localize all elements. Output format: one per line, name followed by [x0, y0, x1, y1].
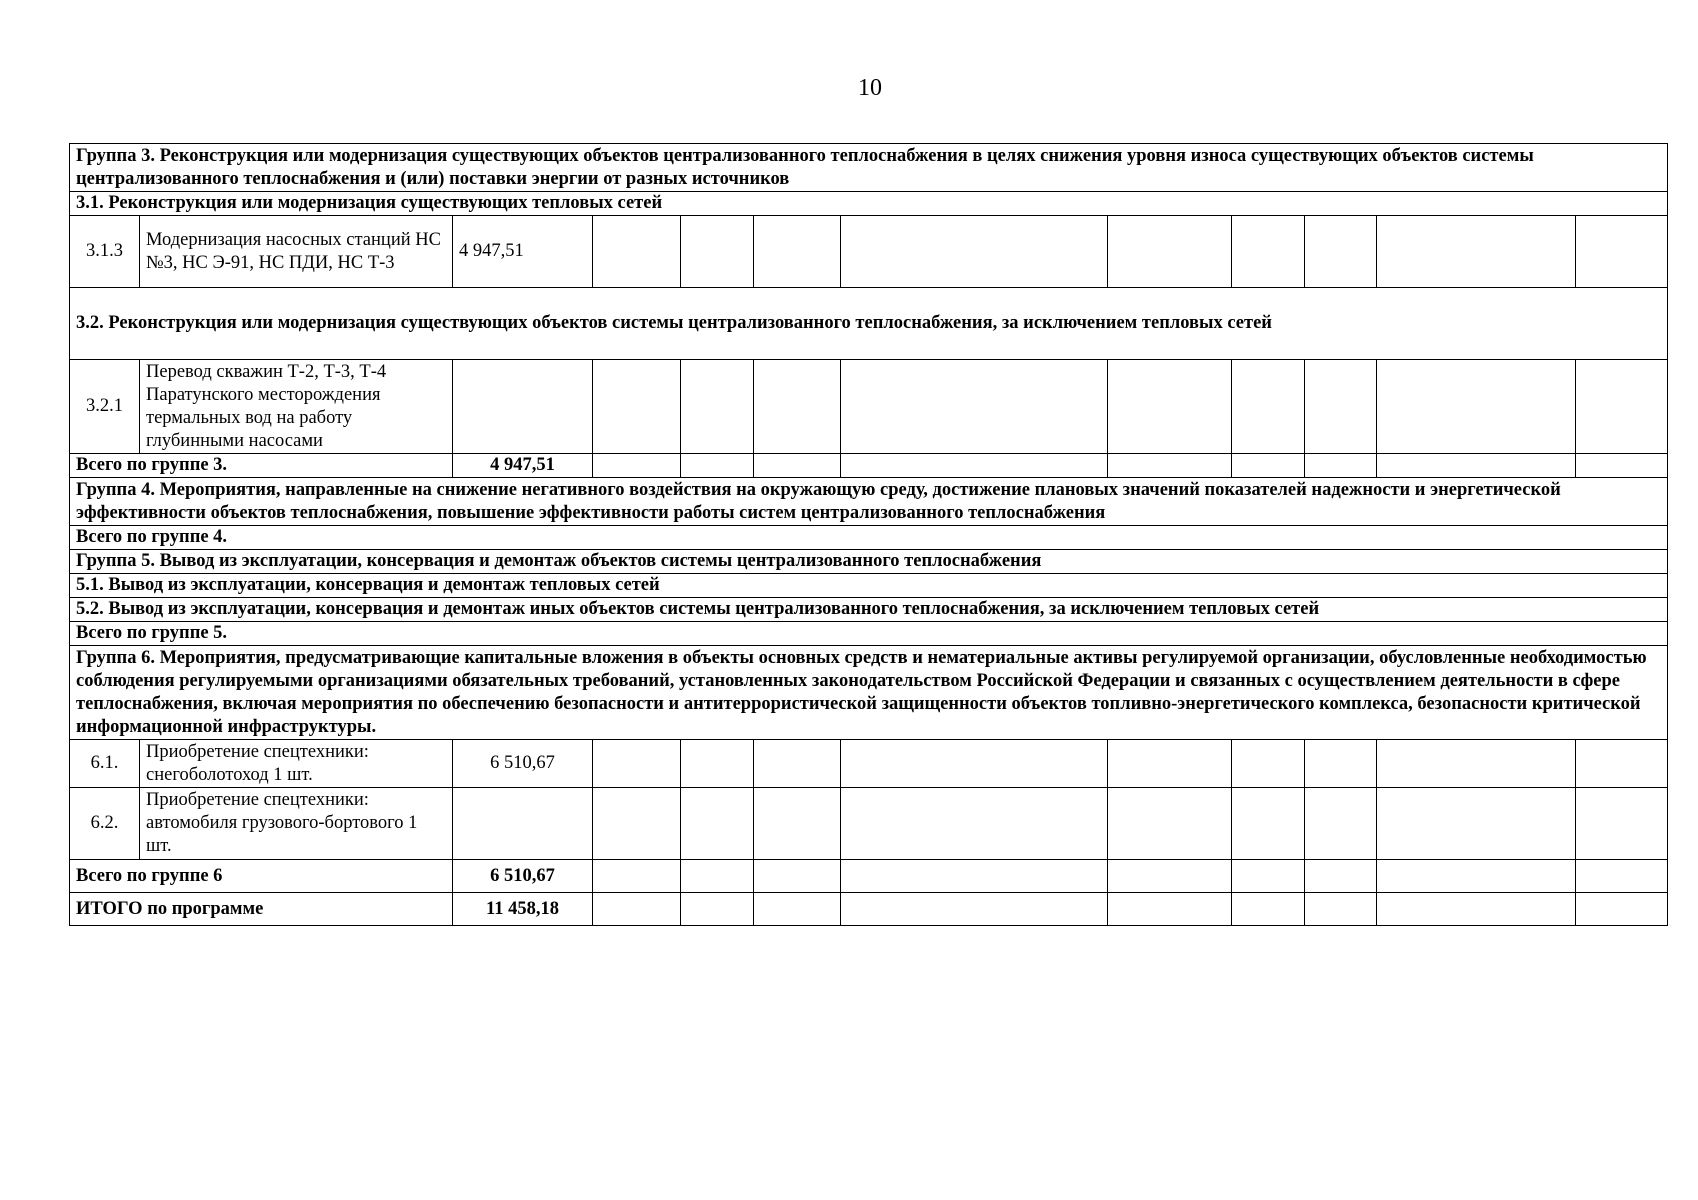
empty-cell	[1377, 860, 1576, 893]
group-3-header-row	[70, 144, 1668, 192]
investment-program-table	[69, 143, 1668, 926]
group-4-total-row	[70, 526, 1668, 550]
section-5-2-header-row	[70, 598, 1668, 622]
empty-cell	[1576, 454, 1668, 478]
empty-cell	[681, 740, 754, 788]
empty-cell	[1232, 740, 1305, 788]
empty-cell	[593, 860, 681, 893]
measure-amount: 4 947,51	[453, 216, 593, 288]
group-6-total-amount: 6 510,67	[453, 860, 593, 893]
section-3-1-title: 3.1. Реконструкция или модернизация существующих тепловых сетей	[70, 192, 1668, 216]
empty-cell	[754, 788, 841, 860]
group-5-total-label: Всего по группе 5.	[70, 622, 1668, 646]
empty-cell	[1108, 454, 1232, 478]
empty-cell	[754, 893, 841, 926]
group-4-header-row	[70, 478, 1668, 526]
group-6-total-label: Всего по группе 6	[70, 860, 453, 893]
empty-cell	[1576, 788, 1668, 860]
group-3-title: Группа 3. Реконструкция или модернизация существующих объектов централизованного теплоснабжения в целях снижения уровня износа существующих объектов системы централизованного теплоснабжения и (или) поставки энергии от разных источников	[70, 144, 1668, 192]
empty-cell	[593, 216, 681, 288]
empty-cell	[1305, 893, 1377, 926]
empty-cell	[1377, 216, 1576, 288]
table-row	[70, 216, 1668, 288]
measure-name: Приобретение спецтехники: автомобиля грузового-бортового 1 шт.	[140, 788, 453, 860]
section-5-1-header-row	[70, 574, 1668, 598]
empty-cell	[681, 893, 754, 926]
group-6-header-row	[70, 646, 1668, 740]
empty-cell	[841, 860, 1108, 893]
empty-cell	[1232, 788, 1305, 860]
empty-cell	[593, 454, 681, 478]
empty-cell	[1232, 360, 1305, 454]
grand-total-label: ИТОГО по программе	[70, 893, 453, 926]
empty-cell	[1305, 454, 1377, 478]
group-4-title: Группа 4. Мероприятия, направленные на снижение негативного воздействия на окружающую среду, достижение плановых значений показателей надежности и энергетической эффективности объектов теплоснабжения, повышение эффективности работы систем централизованного теплоснабжения	[70, 478, 1668, 526]
measure-amount	[453, 360, 593, 454]
section-3-2-header-row	[70, 288, 1668, 360]
empty-cell	[841, 788, 1108, 860]
row-number: 3.1.3	[70, 216, 140, 288]
group-5-header-row	[70, 550, 1668, 574]
empty-cell	[593, 360, 681, 454]
empty-cell	[1576, 860, 1668, 893]
empty-cell	[1377, 788, 1576, 860]
empty-cell	[681, 788, 754, 860]
empty-cell	[593, 893, 681, 926]
empty-cell	[841, 740, 1108, 788]
empty-cell	[1377, 740, 1576, 788]
grand-total-amount: 11 458,18	[453, 893, 593, 926]
empty-cell	[1305, 788, 1377, 860]
row-number: 6.2.	[70, 788, 140, 860]
empty-cell	[841, 893, 1108, 926]
section-3-2-title: 3.2. Реконструкция или модернизация существующих объектов системы централизованного теплоснабжения, за исключением тепловых сетей	[70, 288, 1668, 360]
group-6-total-row	[70, 860, 1668, 893]
group-6-title: Группа 6. Мероприятия, предусматривающие капитальные вложения в объекты основных средств и нематериальные активы регулируемой организации, обусловленные необходимостью соблюдения регулируемыми организациями обязательных требований, установленных законодательством Российской Федерации и связанных с осуществлением деятельности в сфере теплоснабжения, включая мероприятия по обеспечению безопасности и антитеррористической защищенности объектов топливно-энергетического комплекса, безопасности критической информационной инфраструктуры.	[70, 646, 1668, 740]
measure-name: Перевод скважин Т-2, Т-3, Т-4 Паратунского месторождения термальных вод на работу глубинными насосами	[140, 360, 453, 454]
empty-cell	[841, 216, 1108, 288]
empty-cell	[754, 360, 841, 454]
group-5-title: Группа 5. Вывод из эксплуатации, консервация и демонтаж объектов системы централизованного теплоснабжения	[70, 550, 1668, 574]
empty-cell	[681, 216, 754, 288]
group-3-total-amount: 4 947,51	[453, 454, 593, 478]
empty-cell	[1232, 893, 1305, 926]
empty-cell	[1377, 454, 1576, 478]
measure-name: Приобретение спецтехники: снегоболотоход 1 шт.	[140, 740, 453, 788]
empty-cell	[841, 360, 1108, 454]
empty-cell	[754, 216, 841, 288]
group-5-total-row	[70, 622, 1668, 646]
empty-cell	[1305, 860, 1377, 893]
empty-cell	[593, 740, 681, 788]
empty-cell	[1377, 893, 1576, 926]
group-4-total-label: Всего по группе 4.	[70, 526, 1668, 550]
empty-cell	[681, 360, 754, 454]
empty-cell	[681, 860, 754, 893]
table-row	[70, 740, 1668, 788]
row-number: 3.2.1	[70, 360, 140, 454]
empty-cell	[1305, 360, 1377, 454]
group-3-total-row	[70, 454, 1668, 478]
empty-cell	[1232, 860, 1305, 893]
empty-cell	[754, 860, 841, 893]
empty-cell	[841, 454, 1108, 478]
table-row	[70, 360, 1668, 454]
empty-cell	[1232, 216, 1305, 288]
empty-cell	[1232, 454, 1305, 478]
empty-cell	[1108, 360, 1232, 454]
row-number: 6.1.	[70, 740, 140, 788]
empty-cell	[1108, 740, 1232, 788]
empty-cell	[1108, 893, 1232, 926]
empty-cell	[681, 454, 754, 478]
page-number: 10	[858, 75, 882, 101]
table-row	[70, 788, 1668, 860]
empty-cell	[1576, 216, 1668, 288]
section-3-1-header-row	[70, 192, 1668, 216]
empty-cell	[1576, 893, 1668, 926]
empty-cell	[754, 740, 841, 788]
empty-cell	[1576, 360, 1668, 454]
empty-cell	[593, 788, 681, 860]
empty-cell	[1108, 860, 1232, 893]
empty-cell	[754, 454, 841, 478]
measure-amount	[453, 788, 593, 860]
measure-name: Модернизация насосных станций НС №3, НС Э-91, НС ПДИ, НС Т-3	[140, 216, 453, 288]
empty-cell	[1305, 216, 1377, 288]
section-5-2-title: 5.2. Вывод из эксплуатации, консервация и демонтаж иных объектов системы централизованного теплоснабжения, за исключением тепловых сетей	[70, 598, 1668, 622]
empty-cell	[1576, 740, 1668, 788]
empty-cell	[1108, 216, 1232, 288]
empty-cell	[1305, 740, 1377, 788]
group-3-total-label: Всего по группе 3.	[70, 454, 453, 478]
empty-cell	[1108, 788, 1232, 860]
measure-amount: 6 510,67	[453, 740, 593, 788]
section-5-1-title: 5.1. Вывод из эксплуатации, консервация и демонтаж тепловых сетей	[70, 574, 1668, 598]
empty-cell	[1377, 360, 1576, 454]
grand-total-row	[70, 893, 1668, 926]
